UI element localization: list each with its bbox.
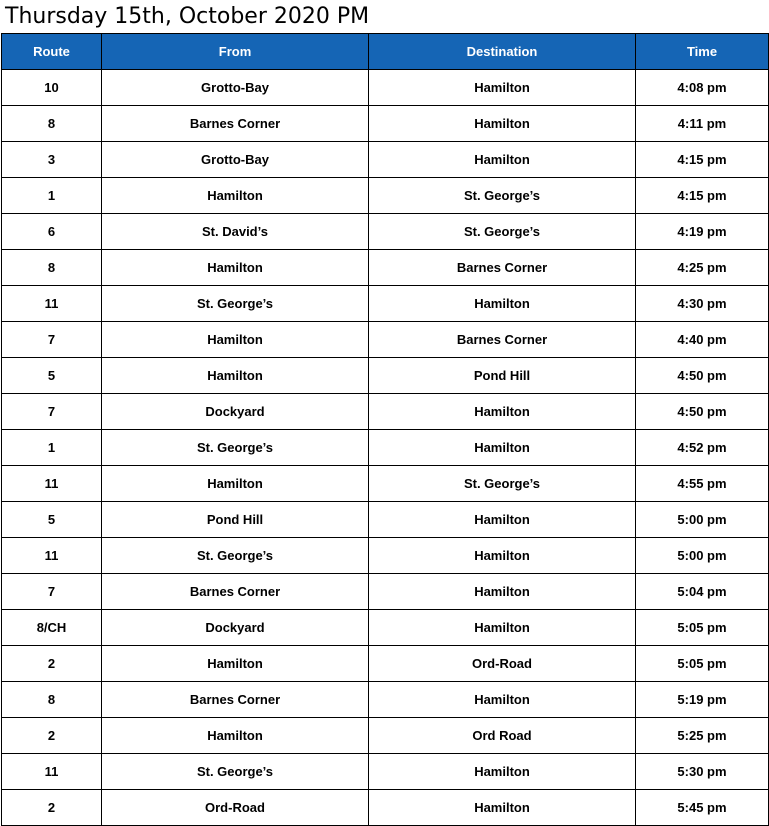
table-row (2, 286, 769, 322)
table-row (2, 754, 769, 790)
from-cell: Pond Hill (102, 502, 369, 538)
table-row (2, 538, 769, 574)
destination-cell: Hamilton (369, 106, 636, 142)
time-cell: 4:55 pm (636, 466, 769, 502)
route-cell: 3 (2, 142, 102, 178)
from-cell: Hamilton (102, 358, 369, 394)
time-cell: 5:05 pm (636, 610, 769, 646)
column-header-time: Time (636, 34, 769, 70)
destination-cell: Barnes Corner (369, 250, 636, 286)
time-cell: 5:30 pm (636, 754, 769, 790)
from-cell: Dockyard (102, 610, 369, 646)
from-cell: Grotto-Bay (102, 70, 369, 106)
from-cell: St. George’s (102, 754, 369, 790)
table-row (2, 70, 769, 106)
time-cell: 5:04 pm (636, 574, 769, 610)
table-row (2, 646, 769, 682)
route-cell: 7 (2, 394, 102, 430)
time-cell: 5:45 pm (636, 790, 769, 826)
route-cell: 11 (2, 538, 102, 574)
destination-cell: Hamilton (369, 430, 636, 466)
table-row (2, 358, 769, 394)
destination-cell: Hamilton (369, 502, 636, 538)
page-title: Thursday 15th, October 2020 PM (5, 4, 370, 29)
table-body (2, 70, 769, 826)
table-row (2, 430, 769, 466)
time-cell: 4:08 pm (636, 70, 769, 106)
from-cell: Hamilton (102, 646, 369, 682)
route-cell: 1 (2, 178, 102, 214)
destination-cell: Ord Road (369, 718, 636, 754)
route-cell: 5 (2, 502, 102, 538)
from-cell: Barnes Corner (102, 682, 369, 718)
route-cell: 7 (2, 322, 102, 358)
from-cell: Ord-Road (102, 790, 369, 826)
destination-cell: Hamilton (369, 538, 636, 574)
route-cell: 8 (2, 250, 102, 286)
time-cell: 4:19 pm (636, 214, 769, 250)
destination-cell: Hamilton (369, 790, 636, 826)
from-cell: St. George’s (102, 286, 369, 322)
time-cell: 4:50 pm (636, 394, 769, 430)
destination-cell: Hamilton (369, 70, 636, 106)
route-cell: 8/CH (2, 610, 102, 646)
route-cell: 2 (2, 646, 102, 682)
table-row (2, 214, 769, 250)
route-cell: 2 (2, 790, 102, 826)
time-cell: 4:25 pm (636, 250, 769, 286)
table-row (2, 394, 769, 430)
from-cell: St. David’s (102, 214, 369, 250)
table-row (2, 718, 769, 754)
time-cell: 4:11 pm (636, 106, 769, 142)
from-cell: St. George’s (102, 538, 369, 574)
from-cell: Hamilton (102, 322, 369, 358)
column-header-destination: Destination (369, 34, 636, 70)
from-cell: Hamilton (102, 718, 369, 754)
time-cell: 4:50 pm (636, 358, 769, 394)
time-cell: 4:30 pm (636, 286, 769, 322)
table-row (2, 178, 769, 214)
destination-cell: Hamilton (369, 394, 636, 430)
from-cell: Grotto-Bay (102, 142, 369, 178)
destination-cell: Hamilton (369, 754, 636, 790)
from-cell: Barnes Corner (102, 106, 369, 142)
time-cell: 5:05 pm (636, 646, 769, 682)
route-cell: 10 (2, 70, 102, 106)
from-cell: Hamilton (102, 178, 369, 214)
table-row (2, 466, 769, 502)
route-cell: 11 (2, 286, 102, 322)
table-row (2, 322, 769, 358)
destination-cell: Hamilton (369, 610, 636, 646)
route-cell: 11 (2, 466, 102, 502)
table-row (2, 250, 769, 286)
destination-cell: Hamilton (369, 682, 636, 718)
table-header-row (2, 34, 769, 70)
time-cell: 5:19 pm (636, 682, 769, 718)
route-cell: 2 (2, 718, 102, 754)
table-row (2, 610, 769, 646)
destination-cell: Pond Hill (369, 358, 636, 394)
from-cell: Hamilton (102, 250, 369, 286)
from-cell: Dockyard (102, 394, 369, 430)
route-cell: 6 (2, 214, 102, 250)
route-cell: 8 (2, 682, 102, 718)
table-row (2, 502, 769, 538)
table-row (2, 682, 769, 718)
route-cell: 8 (2, 106, 102, 142)
time-cell: 4:15 pm (636, 178, 769, 214)
route-cell: 7 (2, 574, 102, 610)
destination-cell: Hamilton (369, 142, 636, 178)
time-cell: 4:52 pm (636, 430, 769, 466)
time-cell: 5:00 pm (636, 502, 769, 538)
destination-cell: St. George’s (369, 178, 636, 214)
from-cell: St. George’s (102, 430, 369, 466)
destination-cell: St. George’s (369, 214, 636, 250)
destination-cell: St. George’s (369, 466, 636, 502)
column-header-route: Route (2, 34, 102, 70)
route-cell: 5 (2, 358, 102, 394)
time-cell: 4:15 pm (636, 142, 769, 178)
bus-schedule-table (1, 33, 769, 826)
time-cell: 5:00 pm (636, 538, 769, 574)
destination-cell: Barnes Corner (369, 322, 636, 358)
destination-cell: Hamilton (369, 286, 636, 322)
from-cell: Barnes Corner (102, 574, 369, 610)
destination-cell: Hamilton (369, 574, 636, 610)
route-cell: 11 (2, 754, 102, 790)
from-cell: Hamilton (102, 466, 369, 502)
table-row (2, 106, 769, 142)
route-cell: 1 (2, 430, 102, 466)
time-cell: 5:25 pm (636, 718, 769, 754)
time-cell: 4:40 pm (636, 322, 769, 358)
column-header-from: From (102, 34, 369, 70)
destination-cell: Ord-Road (369, 646, 636, 682)
table-row (2, 790, 769, 826)
table-row (2, 142, 769, 178)
table-row (2, 574, 769, 610)
